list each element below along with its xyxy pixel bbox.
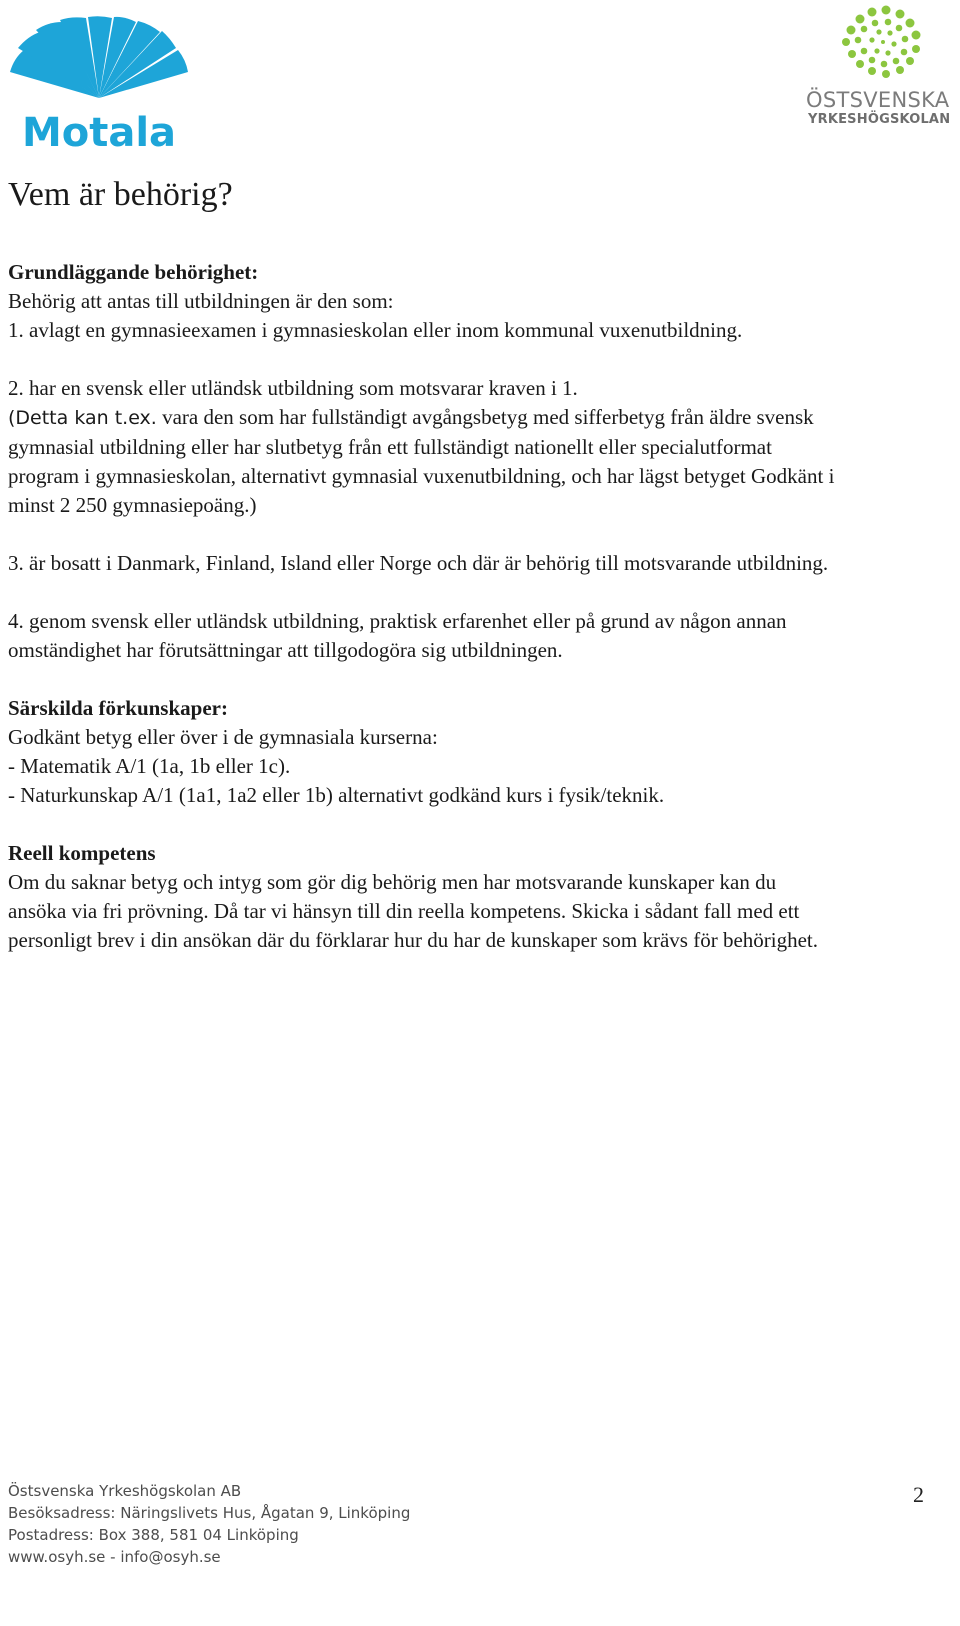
footer-postal-address: Postadress: Box 388, 581 04 Linköping [8,1526,299,1544]
footer-web-contact[interactable]: www.osyh.se - info@osyh.se [8,1548,221,1566]
special-requirements-heading: Särskilda förkunskaper: [8,696,228,720]
criterion-2-note-line2: gymnasial utbildning eller har slutbetyg från ett fullständigt nationellt eller specialutformat [8,435,772,459]
criterion-1: 1. avlagt en gymnasieexamen i gymnasieskolan eller inom kommunal vuxenutbildning. [8,318,743,342]
osyh-logo [806,4,960,130]
course-math: - Matematik A/1 (1a, 1b eller 1c). [8,754,291,778]
real-competence-line3: personligt brev i din ansökan där du förklarar hur du har de kunskaper som krävs för behörighet. [8,928,819,952]
footer [8,1480,410,1568]
osyh-name-line1: ÖSTSVENSKA [806,88,950,112]
osyh-name-line2: YRKESHÖGSKOLAN [808,112,951,127]
special-requirements-intro: Godkänt betyg eller över i de gymnasiala kurserna: [8,725,438,749]
criterion-2: 2. har en svensk eller utländsk utbildning som motsvarar kraven i 1. [8,376,578,400]
course-science: - Naturkunskap A/1 (1a1, 1a2 eller 1b) alternativt godkänd kurs i fysik/teknik. [8,783,665,807]
real-competence-heading: Reell kompetens [8,841,156,865]
footer-visit-address: Besöksadress: Näringslivets Hus, Ågatan 9, Linköping [8,1504,411,1522]
basic-eligibility-intro: Behörig att antas till utbildningen är den som: [8,289,394,313]
criterion-4-line1: 4. genom svensk eller utländsk utbildning, praktisk erfarenhet eller på grund av någon annan [8,609,787,633]
criterion-3: 3. är bosatt i Danmark, Finland, Island eller Norge och där är behörig till motsvarande utbildning. [8,551,829,575]
criterion-2-note-rest: vara den som har fullständigt avgångsbetyg med sifferbetyg från äldre svensk [156,405,814,429]
motala-wordmark: Motala [21,110,177,154]
page-number: 2 [913,1482,924,1507]
criterion-2-note-prefix: (Detta kan t.ex. [8,407,157,429]
real-competence-line2: ansöka via fri prövning. Då tar vi hänsyn till din reella kompetens. Skicka i sådant fall med ett [8,899,800,923]
document-body [8,172,948,955]
real-competence-line1: Om du saknar betyg och intyg som gör dig behörig men har motsvarande kunskaper kan du [8,870,777,894]
basic-eligibility-heading: Grundläggande behörighet: [8,260,259,284]
criterion-4-line2: omständighet har förutsättningar att tillgodogöra sig utbildningen. [8,638,563,662]
criterion-2-note-line4: minst 2 250 gymnasiepoäng.) [8,493,257,517]
osyh-dots-icon [806,4,960,84]
motala-fan-icon [6,14,192,154]
criterion-2-note-line3: program i gymnasieskolan, alternativt gymnasial vuxenutbildning, och har lägst betyget Godkänt i [8,464,835,488]
criterion-2-note-line1 [8,403,948,433]
footer-org: Östsvenska Yrkeshögskolan AB [8,1482,242,1500]
page-title: Vem är behörig? [8,176,233,213]
